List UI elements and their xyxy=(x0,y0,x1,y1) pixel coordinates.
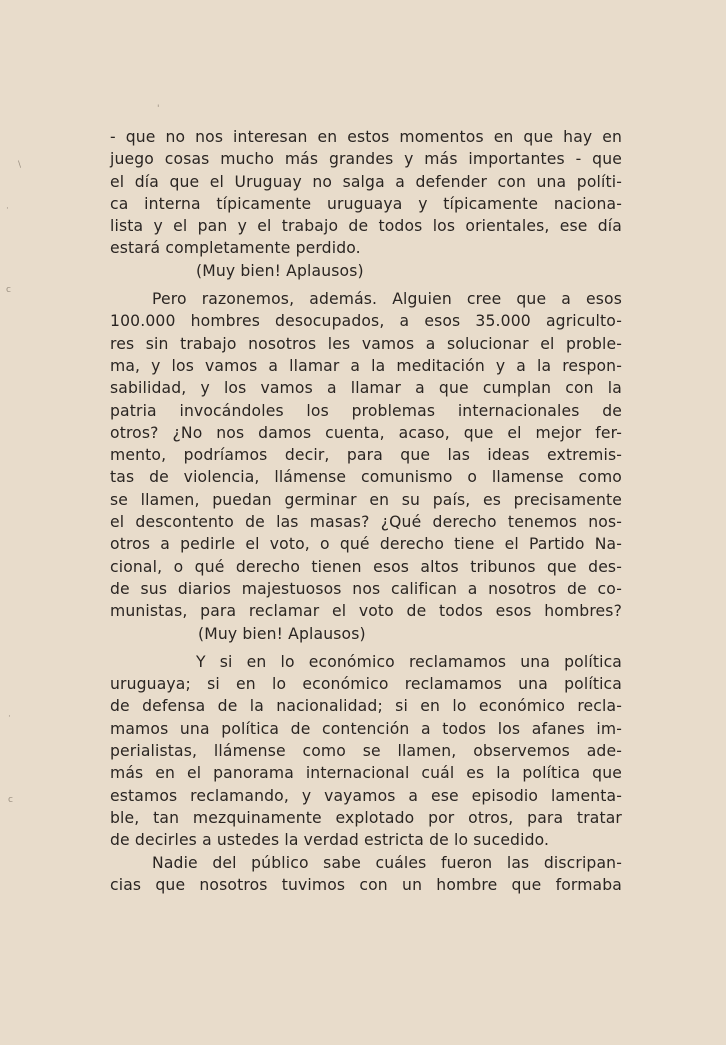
text-line: lista y el pan y el trabajo de todos los orientales, ese día xyxy=(110,217,622,236)
text-line: estamos reclamando, y vayamos a ese episodio lamenta- xyxy=(110,786,622,805)
applause-note: (Muy bien! Aplausos) xyxy=(198,624,366,643)
paragraph xyxy=(110,126,622,260)
text-line: se llamen, puedan germinar en su país, es precisamente xyxy=(110,490,622,509)
margin-mark: c xyxy=(8,795,13,805)
paragraph xyxy=(110,651,622,852)
stray-mark: ' xyxy=(157,104,160,114)
margin-mark: · xyxy=(8,712,11,722)
text-line: cional, o qué derecho tienen esos altos tribunos que des- xyxy=(110,557,622,576)
body-text xyxy=(110,126,622,896)
text-line: - que no nos interesan en estos momentos en que hay en xyxy=(110,128,622,146)
text-line: juego cosas mucho más grandes y más importantes - que xyxy=(110,150,622,169)
text-line: de defensa de la nacionalidad; si en lo económico recla- xyxy=(110,697,622,716)
text-line: el descontento de las masas? ¿Qué derecho tenemos nos- xyxy=(110,513,622,532)
applause-note: (Muy bien! Aplausos) xyxy=(196,261,364,280)
text-line: de sus diarios majestuosos nos califican a nosotros de co- xyxy=(110,579,622,598)
text-line: estará completamente perdido. xyxy=(110,239,361,258)
text-line: el día que el Uruguay no salga a defender con una políti- xyxy=(110,172,622,191)
text-line: mento, podríamos decir, para que las ideas extremis- xyxy=(110,446,622,465)
text-line: otros a pedirle el voto, o qué derecho tiene el Partido Na- xyxy=(110,535,622,554)
text-line: patria invocándoles los problemas internacionales de xyxy=(110,401,622,420)
text-line: tas de violencia, llámense comunismo o llamense como xyxy=(110,468,622,487)
text-line: ma, y los vamos a llamar a la meditación y a la respon- xyxy=(110,356,622,375)
text-line: otros? ¿No nos damos cuenta, acaso, que el mejor fer- xyxy=(110,423,622,442)
text-line: Y si en lo económico reclamamos una política xyxy=(196,652,622,671)
text-line: sabilidad, y los vamos a llamar a que cumplan con la xyxy=(110,379,622,398)
text-line: Nadie del público sabe cuáles fueron las discripan- xyxy=(152,853,622,872)
margin-mark: \ xyxy=(18,160,22,170)
text-line: munistas, para reclamar el voto de todos esos hombres? xyxy=(110,602,622,621)
paragraph xyxy=(110,288,622,622)
text-line: ca interna típicamente uruguaya y típicamente naciona- xyxy=(110,194,622,213)
text-line: Pero razonemos, además. Alguien cree que a esos xyxy=(152,290,622,309)
text-line: uruguaya; si en lo económico reclamamos una política xyxy=(110,675,622,694)
text-line: 100.000 hombres desocupados, a esos 35.000 agriculto- xyxy=(110,312,622,331)
paragraph xyxy=(110,852,622,897)
text-line: perialistas, llámense como se llamen, observemos ade- xyxy=(110,742,622,761)
margin-mark: c xyxy=(6,285,11,295)
text-line: más en el panorama internacional cuál es la política que xyxy=(110,764,622,783)
text-line: de decirles a ustedes la verdad estricta de lo sucedido. xyxy=(110,831,550,850)
text-line: res sin trabajo nosotros les vamos a solucionar el proble- xyxy=(110,334,622,353)
text-line: mamos una política de contención a todos los afanes im- xyxy=(110,719,622,738)
text-line: cias que nosotros tuvimos con un hombre que formaba xyxy=(110,875,622,894)
text-line: ble, tan mezquinamente explotado por otros, para tratar xyxy=(110,808,622,827)
margin-mark: · xyxy=(6,204,9,214)
